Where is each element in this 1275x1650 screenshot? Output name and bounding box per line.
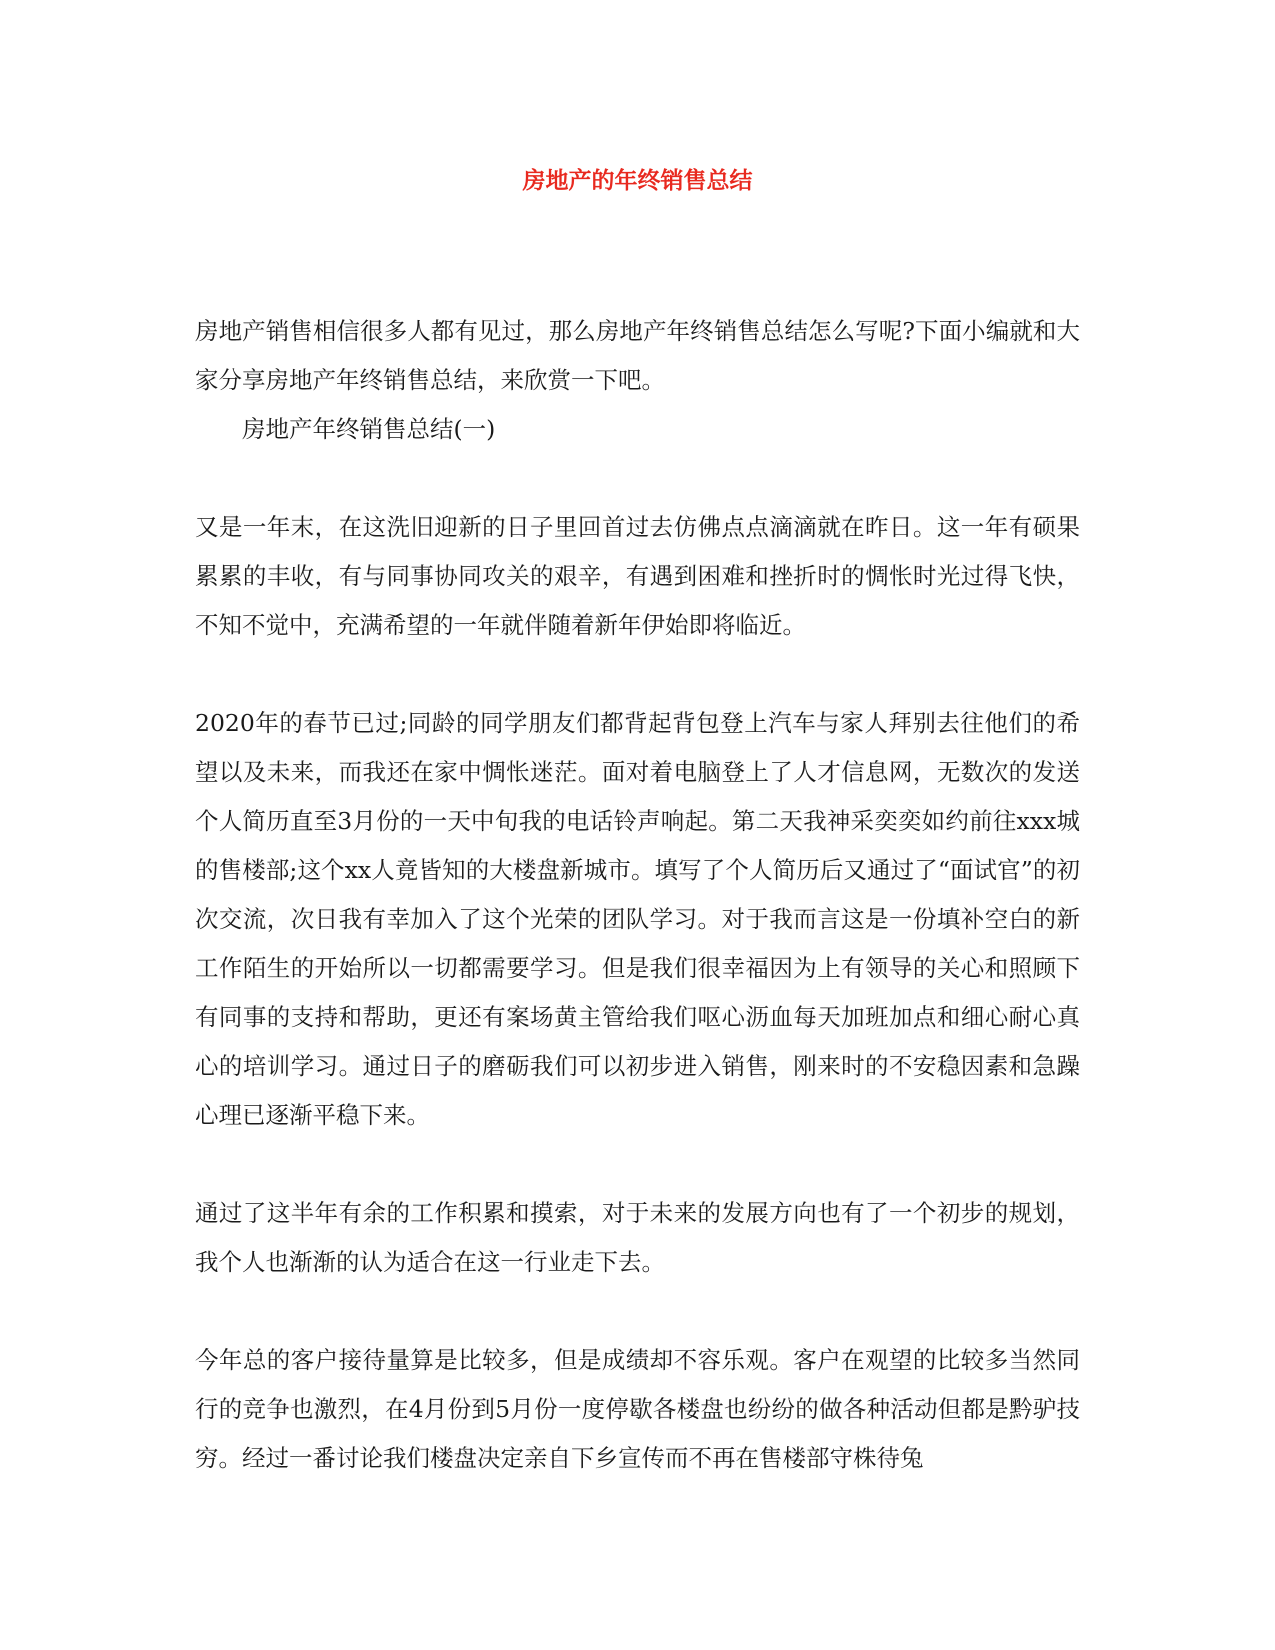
body-paragraph-4: 今年总的客户接待量算是比较多，但是成绩却不容乐观。客户在观望的比较多当然同行的竞争也激烈，在4月份到5月份一度停歇各楼盘也纷纷的做各种活动但都是黔驴技穷。经过一番讨论我们楼盘决定亲自下乡宣传而不再在售楼部守株待兔 [195,1346,1080,1472]
document-body [195,307,1080,1483]
intro-paragraph: 房地产销售相信很多人都有见过，那么房地产年终销售总结怎么写呢?下面小编就和大家分享房地产年终销售总结，来欣赏一下吧。 [195,317,1080,394]
body-paragraph-2: 2020年的春节已过;同龄的同学朋友们都背起背包登上汽车与家人拜别去往他们的希望以及未来，而我还在家中惆怅迷茫。面对着电脑登上了人才信息网，无数次的发送个人简历直至3月份的一天中旬我的电话铃声响起。第二天我神采奕奕如约前往xxx城的售楼部;这个xx人竟皆知的大楼盘新城市。填写了个人简历后又通过了“面试官”的初次交流，次日我有幸加入了这个光荣的团队学习。对于我而言这是一份填补空白的新工作陌生的开始所以一切都需要学习。但是我们很幸福因为上有领导的关心和照顾下有同事的支持和帮助，更还有案场黄主管给我们呕心沥血每天加班加点和细心耐心真心的培训学习。通过日子的磨砺我们可以初步进入销售，刚来时的不安稳因素和急躁心理已逐渐平稳下来。 [195,709,1080,1129]
body-paragraph-3: 通过了这半年有余的工作积累和摸索，对于未来的发展方向也有了一个初步的规划，我个人也渐渐的认为适合在这一行业走下去。 [195,1199,1080,1276]
body-paragraph-1: 又是一年末，在这洗旧迎新的日子里回首过去仿佛点点滴滴就在昨日。这一年有硕果累累的丰收，有与同事协同攻关的艰辛，有遇到困难和挫折时的惆怅时光过得飞快，不知不觉中，充满希望的一年就伴随着新年伊始即将临近。 [195,513,1080,639]
section-heading: 房地产年终销售总结(一) [242,415,496,443]
document-title: 房地产的年终销售总结 [522,167,753,194]
